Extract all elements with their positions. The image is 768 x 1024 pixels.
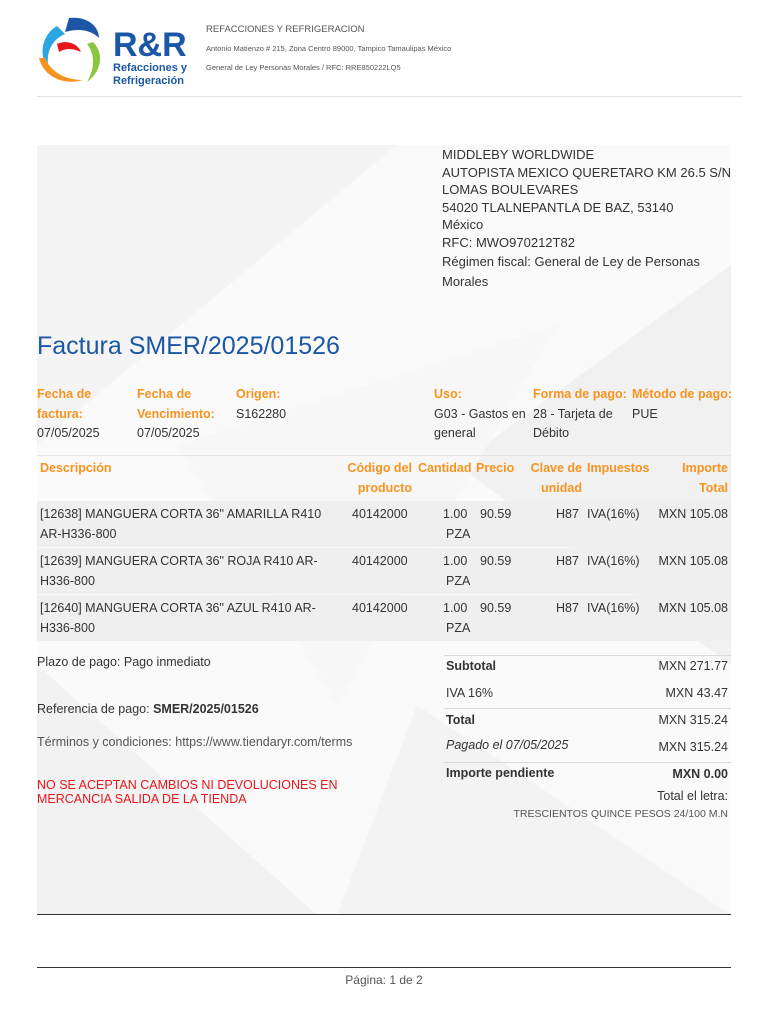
row-unidad: PZA	[446, 574, 471, 588]
info-value: 28 - Tarjeta de Débito	[533, 406, 613, 440]
totals-rule	[444, 762, 731, 763]
svg-text:Refacciones y: Refacciones y	[113, 62, 187, 74]
client-district: LOMAS BOULEVARES	[442, 182, 579, 197]
row-codigo: 40142000	[352, 554, 408, 568]
row-descripcion: [12638] MANGUERA CORTA 36" AMARILLA R410 AR-H336-800	[40, 507, 322, 541]
row-precio: 90.59	[480, 554, 512, 568]
client-address	[442, 146, 734, 292]
payment-reference-label: Referencia de pago:	[37, 702, 154, 716]
client-rfc: RFC: MWO970212T82	[442, 234, 575, 250]
info-forma-pago	[533, 385, 629, 444]
row-precio: 90.59	[480, 601, 512, 615]
iva-value: MXN 43.47	[665, 686, 728, 700]
row-descripcion: [12640] MANGUERA CORTA 36" AZUL R410 AR-H336-800	[40, 601, 316, 635]
total-in-words: TRESCIENTOS QUINCE PESOS 24/100 M.N	[513, 808, 728, 820]
row-cantidad: 1.00	[443, 507, 468, 521]
col-header-clave: Clave de unidad	[530, 461, 582, 495]
row-clave: H87	[556, 554, 579, 568]
total-value: MXN 315.24	[658, 713, 728, 727]
paid-value: MXN 315.24	[658, 740, 728, 754]
row-clave: H87	[556, 507, 579, 521]
row-codigo: 40142000	[352, 601, 408, 615]
client-name: MIDDLEBY WORLDWIDE	[442, 147, 595, 162]
payment-reference	[37, 702, 259, 716]
company-info	[206, 20, 451, 77]
info-label: Forma de pago:	[533, 387, 627, 401]
info-value: PUE	[632, 406, 658, 421]
header-divider	[37, 96, 743, 97]
info-label: Método de pago:	[632, 387, 732, 401]
footer-rule	[37, 967, 731, 968]
total-in-words-label: Total el letra:	[657, 789, 728, 803]
info-value: 07/05/2025	[37, 426, 100, 440]
no-returns-warning: NO SE ACEPTAN CAMBIOS NI DEVOLUCIONES EN MERCANCIA SALIDA DE LA TIENDA	[37, 778, 338, 806]
payment-term: Plazo de pago: Pago inmediato	[37, 655, 211, 669]
info-uso	[434, 385, 530, 444]
totals-rule	[444, 655, 731, 656]
row-unidad: PZA	[446, 527, 471, 541]
totals-rule	[444, 708, 731, 709]
company-regime-rfc: General de Ley Personas Morales / RFC: RRE850222LQ5	[206, 63, 401, 72]
row-descripcion: [12639] MANGUERA CORTA 36" ROJA R410 AR-H336-800	[40, 554, 318, 588]
info-label: Fecha de factura:	[37, 387, 92, 421]
info-origen	[236, 385, 331, 424]
terms-link[interactable]: Términos y condiciones: https://www.tiendaryr.com/terms	[37, 735, 353, 749]
row-importe: MXN 105.08	[658, 601, 728, 615]
table-top-rule	[37, 455, 731, 456]
company-name: REFACCIONES Y REFRIGERACION	[206, 24, 365, 35]
company-logo	[35, 14, 195, 90]
row-impuestos: IVA(16%)	[587, 507, 640, 521]
info-label: Fecha de Vencimiento:	[137, 387, 215, 421]
row-precio: 90.59	[480, 507, 512, 521]
info-value: G03 - Gastos en general	[434, 406, 526, 440]
subtotal-value: MXN 271.77	[658, 659, 728, 673]
col-header-cantidad: Cantidad	[418, 461, 472, 475]
pending-value: MXN 0.00	[672, 767, 728, 781]
client-regimen: Régimen fiscal: General de Ley de Personas Morales	[442, 254, 700, 289]
info-value: S162280	[236, 406, 287, 421]
col-header-precio: Precio	[476, 461, 515, 475]
row-cantidad: 1.00	[443, 554, 468, 568]
info-fecha-factura	[37, 385, 137, 444]
content-end-rule	[37, 914, 731, 915]
client-city: 54020 TLALNEPANTLA DE BAZ, 53140	[442, 199, 674, 215]
row-cantidad: 1.00	[443, 601, 468, 615]
iva-label: IVA 16%	[446, 686, 494, 700]
row-impuestos: IVA(16%)	[587, 554, 640, 568]
info-value: 07/05/2025	[137, 426, 200, 440]
page-number: Página: 1 de 2	[345, 973, 423, 987]
row-impuestos: IVA(16%)	[587, 601, 640, 615]
col-header-importe: Importe Total	[682, 461, 728, 495]
paid-label: Pagado el 07/05/2025	[446, 738, 569, 752]
info-label: Uso:	[434, 387, 462, 401]
row-unidad: PZA	[446, 621, 471, 635]
info-label: Origen:	[236, 387, 281, 401]
subtotal-label: Subtotal	[446, 659, 496, 673]
client-street: AUTOPISTA MEXICO QUERETARO KM 26.5 S/N	[442, 164, 731, 180]
pending-label: Importe pendiente	[446, 766, 555, 780]
col-header-descripcion: Descripción	[40, 461, 112, 475]
svg-text:Refrigeración: Refrigeración	[113, 75, 184, 87]
info-metodo-pago	[632, 385, 736, 424]
col-header-impuestos: Impuestos	[587, 461, 650, 475]
col-header-codigo: Código del producto	[347, 461, 412, 495]
row-codigo: 40142000	[352, 507, 408, 521]
row-clave: H87	[556, 601, 579, 615]
row-importe: MXN 105.08	[658, 554, 728, 568]
invoice-title: Factura SMER/2025/01526	[37, 332, 340, 360]
info-fecha-vencimiento	[137, 385, 232, 444]
payment-reference-value: SMER/2025/01526	[153, 702, 259, 716]
total-label: Total	[446, 713, 475, 727]
row-importe: MXN 105.08	[658, 507, 728, 521]
svg-text:R&R: R&R	[113, 26, 187, 64]
company-address: Antonio Matienzo # 215, Zona Centro 89000, Tampico Tamaulipas México	[206, 44, 452, 53]
client-country: México	[442, 217, 484, 232]
